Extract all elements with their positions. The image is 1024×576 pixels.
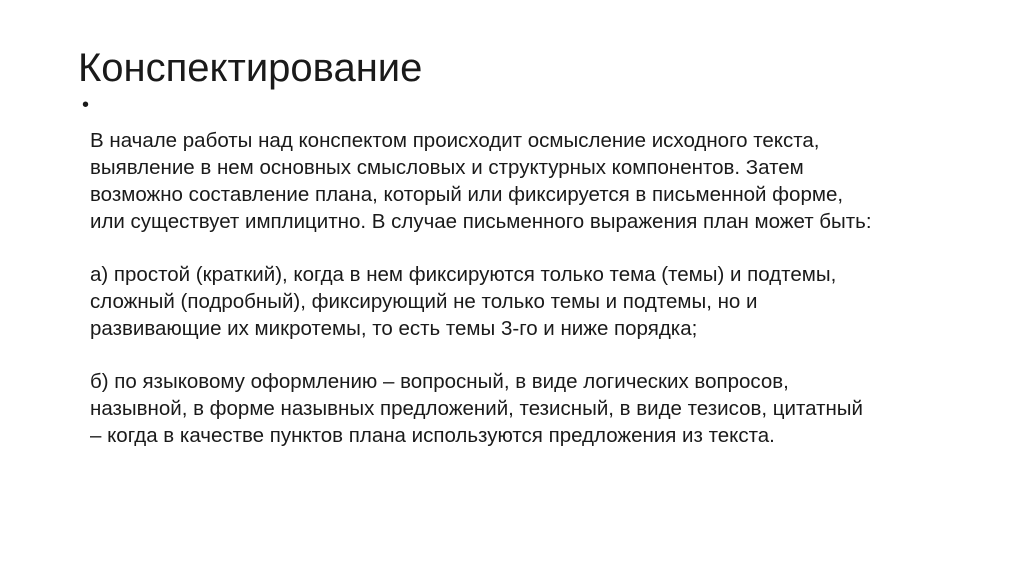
text-line: выявление в нем основных смысловых и структурных компонентов. Затем	[90, 156, 804, 179]
paragraph-intro	[90, 127, 990, 235]
text-line: возможно составление плана, который или фиксируется в письменной форме,	[90, 183, 844, 206]
text-line: развивающие их микротемы, то есть темы 3-го и ниже порядка;	[90, 317, 698, 340]
paragraph-simple-plan	[90, 261, 990, 342]
bullet-marker: •	[82, 94, 90, 116]
text-line: или существует имплицитно. В случае письменного выражения план может быть:	[90, 210, 872, 233]
text-line: сложный (подробный), фиксирующий не только темы и подтемы, но и	[90, 290, 758, 313]
paragraph-language-form	[90, 368, 990, 449]
text-line: б) по языковому оформлению – вопросный, в виде логических вопросов,	[90, 370, 789, 393]
text-line: а) простой (краткий), когда в нем фиксируются только тема (темы) и подтемы,	[90, 263, 837, 286]
text-line: В начале работы над конспектом происходит осмысление исходного текста,	[90, 129, 820, 152]
slide-body	[90, 127, 990, 475]
slide-title: Конспектирование	[78, 46, 423, 90]
text-line: – когда в качестве пунктов плана используются предложения из текста.	[90, 424, 775, 447]
text-line: назывной, в форме назывных предложений, тезисный, в виде тезисов, цитатный	[90, 397, 863, 420]
